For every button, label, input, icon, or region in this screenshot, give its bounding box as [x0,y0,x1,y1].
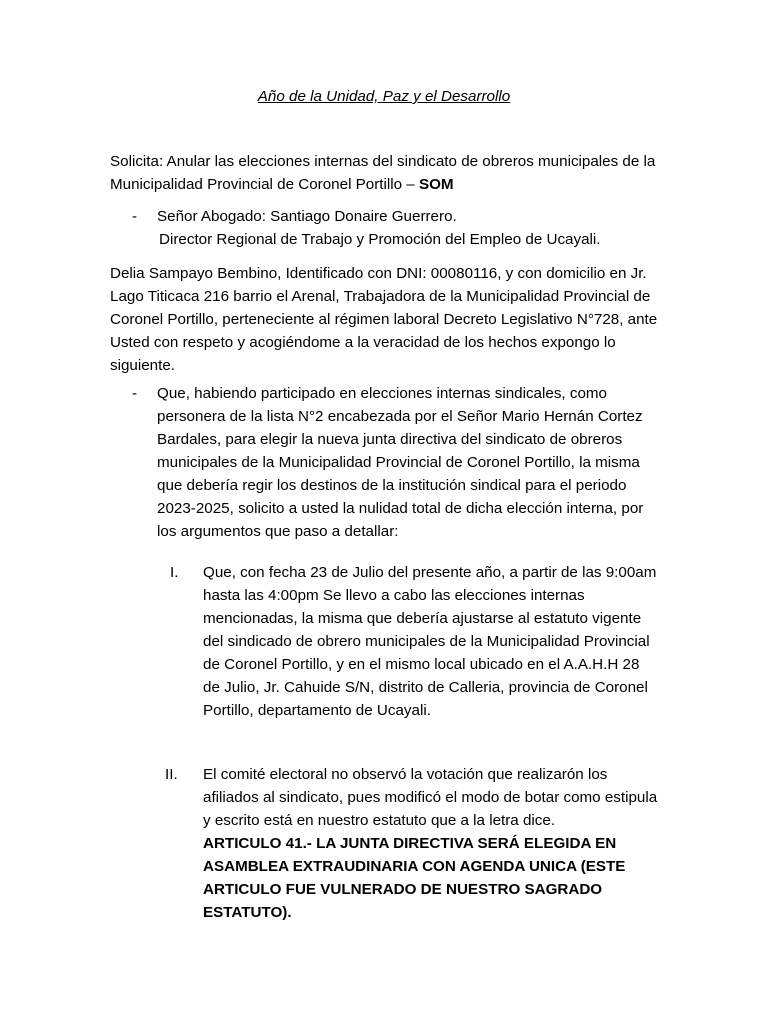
dash-bullet: - [132,208,138,225]
solicita-bold-suffix: SOM [418,176,454,193]
item-numeral: II. [165,766,178,783]
addressee-block [110,205,660,251]
solicita-paragraph [110,150,660,196]
item-text: Que, con fecha 23 de Julio del presente año, a partir de las 9:00am hasta las 4:00pm Se llevo a cabo las elecciones internas mencionadas, la misma que debería ajustarse al estatuto vigente del sindicado de obrero municipales de la Municipalidad Provincial de Coronel Portillo, y en el mismo local ubicado en el A.A.H.H 28 de Julio, Jr. Cahuide S/N, distrito de Calleria, provincia de Coronel Portillo, departamento de Ucayali. [203,564,657,719]
intro-paragraph: Delia Sampayo Bembino, Identificado con DNI: 00080116, y con domicilio en Jr. Lago Titicaca 216 barrio el Arenal, Trabajadora de la Municipalidad Provincial de Coronel Portillo, perteneciente al régimen laboral Decreto Legislativo N°728, ante Usted con respeto y acogiéndome a la veracidad de los hechos expongo lo siguiente. [110,265,658,374]
request-text: Que, habiendo participado en elecciones internas sindicales, como personera de la lista N°2 encabezada por el Señor Mario Hernán Cortez Bardales, para elegir la nueva junta directiva del sindicato de obreros municipales de la Municipalidad Provincial de Coronel Portillo, la misma que debería regir los destinos de la institución sindical para el periodo 2023-2025, solicito a usted la nulidad total de dicha elección interna, por los argumentos que paso a detallar: [157,385,644,540]
item-text: El comité electoral no observó la votación que realizarón los afiliados al sindicato, pues modificó el modo de botar como estipula y escrito está en nuestro estatuto que a la letra dice. [203,766,658,829]
document-title: Año de la Unidad, Paz y el Desarrollo [257,88,511,105]
item-text-block [203,763,660,924]
solicita-text: Solicita: Anular las elecciones internas del sindicato de obreros municipales de la Municipalidad Provincial de Coronel Portillo – [110,153,656,193]
list-item [110,561,660,722]
dash-bullet: - [132,385,138,402]
article-quote: ARTICULO 41.- LA JUNTA DIRECTIVA SERÁ ELEGIDA EN ASAMBLEA EXTRAUDINARIA CON AGENDA UNICA (ESTE ARTICULO FUE VULNERADO DE NUESTRO SAGRADO ESTATUTO). [203,835,626,921]
addressee-line-1: Señor Abogado: Santiago Donaire Guerrero. [157,208,457,225]
list-item [110,763,660,924]
item-numeral: I. [170,564,179,581]
request-paragraph [110,382,660,543]
addressee-line-2: Director Regional de Trabajo y Promoción del Empleo de Ucayali. [159,231,601,248]
